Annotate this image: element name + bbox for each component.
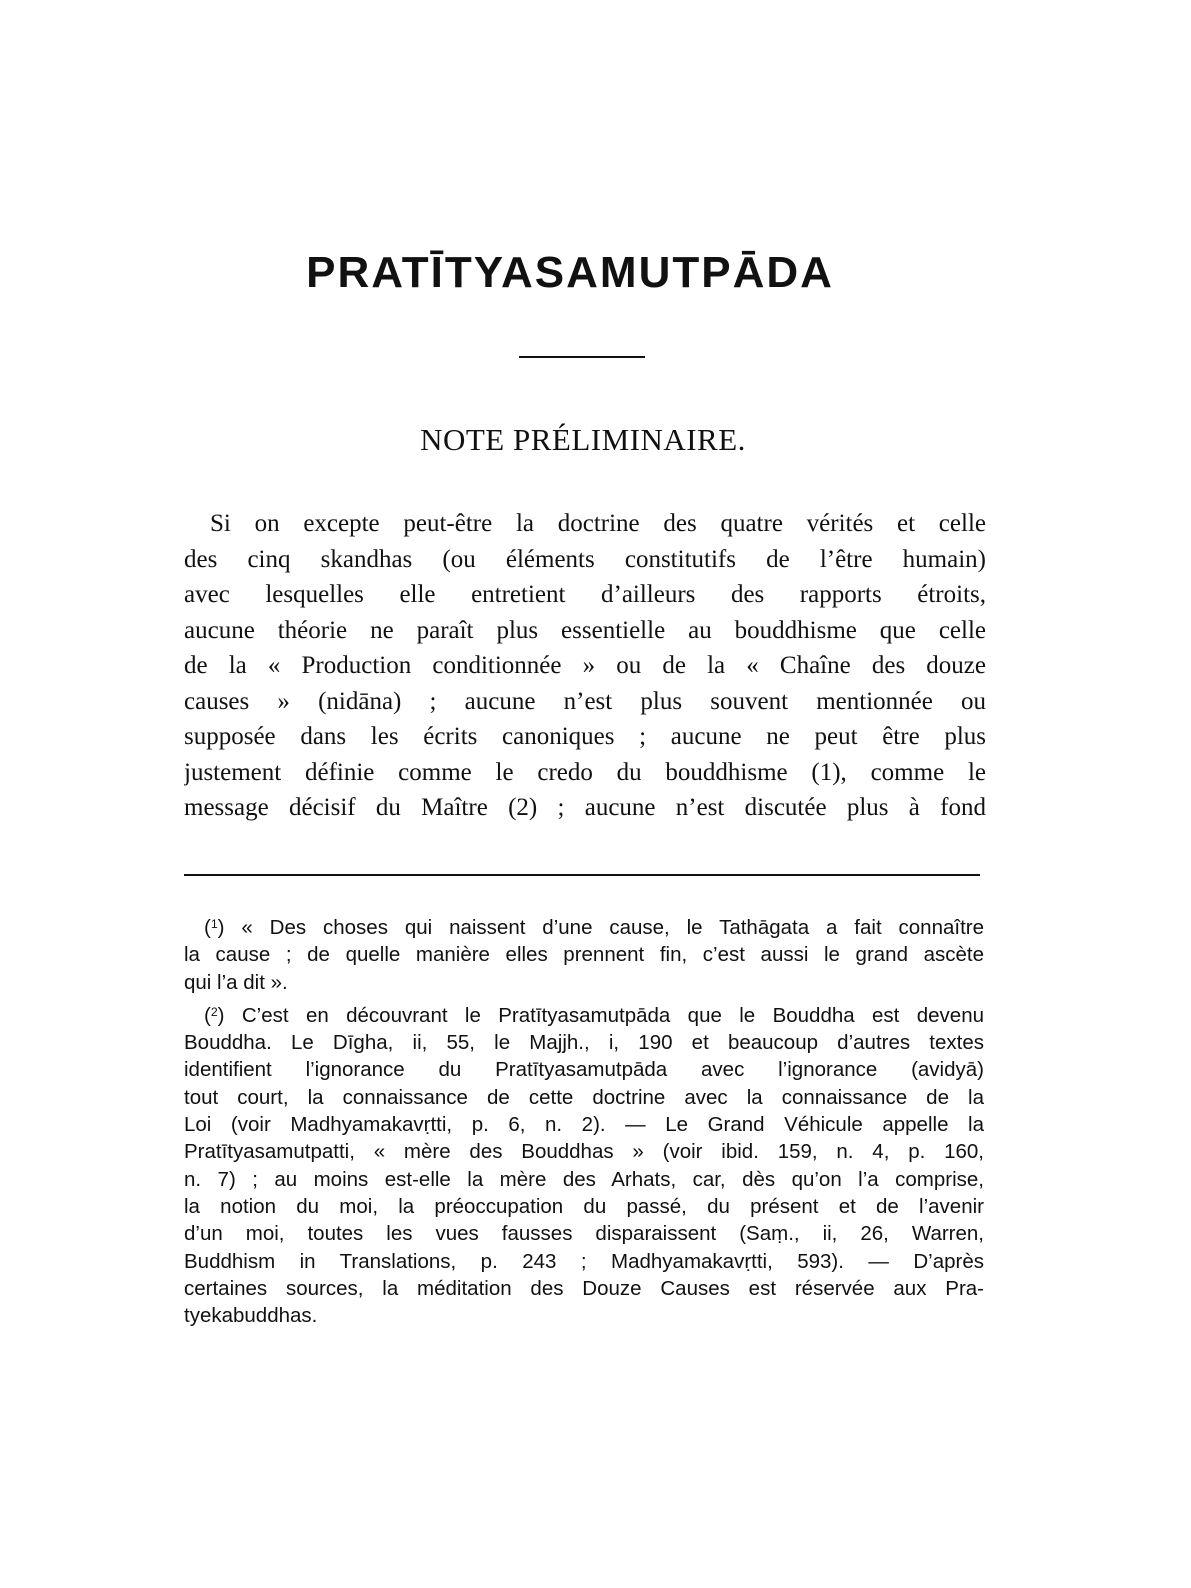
body-line: de la « Production conditionnée » ou de la « Chaîne des douze	[184, 652, 986, 679]
footnote-1	[184, 914, 984, 996]
footnote-line: Loi (voir Madhyamakavṛtti, p. 6, n. 2). — Le Grand Véhicule appelle la	[184, 1113, 984, 1137]
footnote-line: ($^1$) « Des choses qui naissent d’une cause, le Tathāgata a fait connaître	[204, 916, 984, 939]
body-paragraph	[184, 506, 986, 826]
body-line: message décisif du Maître (2) ; aucune n’est discutée plus à fond	[184, 794, 986, 821]
body-line: des cinq skandhas (ou éléments constitutifs de l’être humain)	[184, 545, 986, 573]
footnote-line: qui l’a dit ».	[184, 970, 288, 994]
title-rule	[519, 356, 645, 358]
page-title: PRATĪTYASAMUTPĀDA	[306, 248, 834, 297]
footnote-text: C’est en découvrant le Pratītyasamutpāda que le Bouddha est devenu	[241, 1003, 984, 1027]
footnote-line: identifient l’ignorance du Pratītyasamutpāda avec l’ignorance (avidyā)	[184, 1058, 984, 1082]
footnotes	[184, 914, 984, 1329]
footnote-line: certaines sources, la méditation des Douze Causes est réservée aux Pra-	[184, 1276, 984, 1300]
footnote-line: n. 7) ; au moins est-elle la mère des Arhats, car, dès qu’on l’a comprise,	[184, 1167, 984, 1191]
footnote-line: ($^2$) C’est en découvrant le Pratītyasamutpāda que le Bouddha est devenu	[204, 1003, 984, 1027]
footnote-line: Bouddha. Le Dīgha, ii, 55, le Majjh., i, 190 et beaucoup d’autres textes	[184, 1031, 984, 1055]
footnote-rule	[184, 874, 980, 876]
body-line: justement définie comme le credo du bouddhisme (1), comme le	[184, 758, 986, 786]
footnote-marker: 2	[210, 1004, 218, 1019]
footnote-text: « Des choses qui naissent d’une cause, le Tathāgata a fait connaître	[241, 916, 984, 939]
footnote-line: tout court, la connaissance de cette doctrine avec la connaissance de la	[184, 1085, 984, 1109]
section-heading: NOTE PRÉLIMINAIRE.	[420, 422, 746, 457]
body-line: aucune théorie ne paraît plus essentielle au bouddhisme que celle	[184, 616, 986, 644]
footnote-line: Buddhism in Translations, p. 243 ; Madhyamakavṛtti, 593). — D’après	[184, 1249, 984, 1273]
footnote-marker: 1	[210, 916, 218, 931]
body-line: avec lesquelles elle entretient d’ailleurs des rapports étroits,	[184, 581, 986, 608]
body-line: causes » (nidāna) ; aucune n’est plus souvent mentionnée ou	[184, 687, 986, 715]
footnote-line: Pratītyasamutpatti, « mère des Bouddhas » (voir ibid. 159, n. 4, p. 160,	[184, 1140, 984, 1164]
footnote-line: la notion du moi, la préoccupation du passé, du présent et de l’avenir	[184, 1194, 984, 1218]
footnote-line: tyekabuddhas.	[184, 1304, 318, 1328]
footnote-2	[184, 1002, 984, 1330]
body-line: Si on excepte peut-être la doctrine des quatre vérités et celle	[210, 510, 986, 537]
footnote-line: d’un moi, toutes les vues fausses disparaissent (Saṃ., ii, 26, Warren,	[184, 1222, 984, 1246]
footnote-line: la cause ; de quelle manière elles prennent fin, c’est aussi le grand ascète	[184, 943, 984, 967]
body-line: supposée dans les écrits canoniques ; aucune ne peut être plus	[184, 723, 986, 750]
